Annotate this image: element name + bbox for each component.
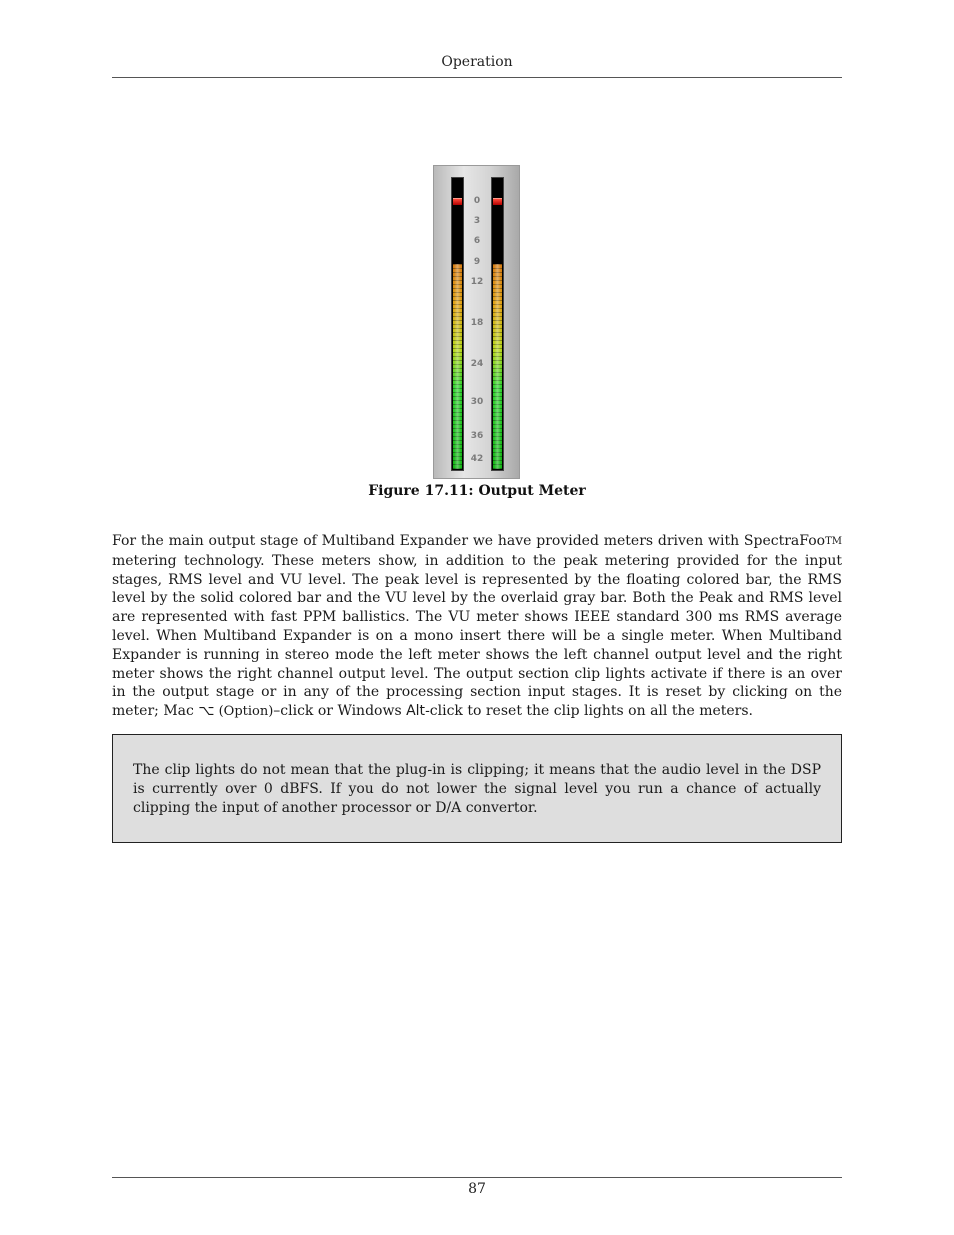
scale-label: 18: [470, 318, 484, 328]
scale-label: 9: [473, 257, 481, 267]
right-clip-light[interactable]: [493, 198, 502, 205]
output-meter-figure: [433, 165, 520, 479]
right-output-meter[interactable]: [491, 177, 504, 471]
body-text-part: For the main output stage of Multiband Expander we have provided meters driven with SpectraFoo: [112, 533, 826, 549]
left-meter-level: [453, 264, 462, 469]
scale-label: 42: [470, 454, 484, 464]
left-output-meter[interactable]: [451, 177, 464, 471]
option-key-label: (Option): [214, 704, 274, 720]
right-meter-level: [493, 264, 502, 469]
trademark-mark: TM: [825, 536, 842, 547]
scale-label: 24: [470, 359, 484, 369]
page-header-title: Operation: [441, 54, 513, 70]
body-text-part: metering technology. These meters show, in addition to the peak metering provided for the input stages, RMS level and VU level. The peak level is represented by the floating colored bar, the RMS level by the solid colored bar and the VU level by the overlaid gray bar. Both the Peak and RMS level are represented with fast PPM ballistics. The VU meter shows IEEE standard 300 ms RMS average level. When Multiband Expander is on a mono insert there will be a single meter. When Multiband Expander is running in stereo mode the left meter shows the left channel output level and the right meter shows the right channel output level. The output section clip lights activate if there is an over in the output stage or in any of the processing section input stages. It is reset by clicking on the meter; Mac: [112, 552, 842, 720]
scale-label: 6: [473, 236, 481, 246]
footer-rule: [112, 1177, 842, 1178]
option-key-icon: ⌥: [198, 703, 215, 720]
body-paragraph: [112, 532, 842, 722]
left-clip-light[interactable]: [453, 198, 462, 205]
body-text-part: –click or Windows: [273, 703, 407, 720]
body-text-part: -click to reset the clip lights on all the meters.: [425, 703, 753, 720]
scale-label: 36: [470, 431, 484, 441]
scale-label: 30: [470, 397, 484, 407]
figure-caption: Figure 17.11: Output Meter: [368, 483, 586, 499]
page-number: 87: [468, 1181, 486, 1197]
scale-label: 12: [470, 277, 484, 287]
scale-label: 0: [473, 196, 481, 206]
scale-label: 3: [473, 216, 481, 226]
header-rule: [112, 77, 842, 78]
alt-key-label: Alt: [406, 703, 426, 720]
note-text: The clip lights do not mean that the plug-in is clipping; it means that the audio level in the DSP is currently over 0 dBFS. If you do not lower the signal level you run a chance of actually clipping the input of another processor or D/A convertor.: [133, 762, 821, 816]
note-box: [112, 734, 842, 843]
